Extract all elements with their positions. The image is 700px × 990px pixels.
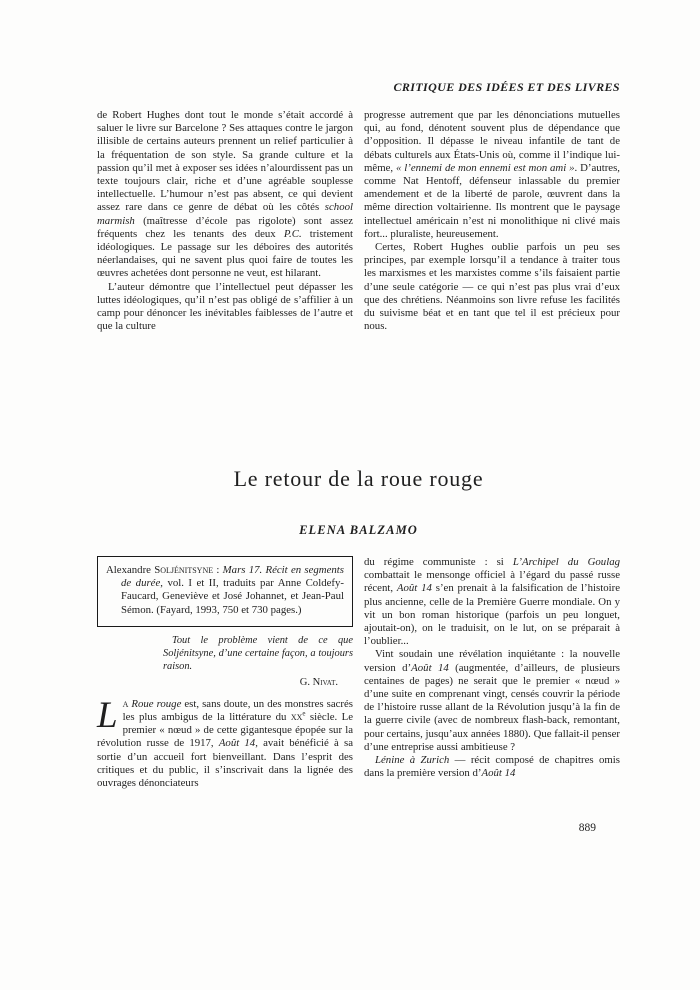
- review-section: [97, 109, 620, 333]
- running-head: CRITIQUE DES IDÉES ET DES LIVRES: [393, 80, 620, 94]
- article-lead-text: a Roue rouge est, sans doute, un des monstres sacrés les plus ambigus de la littérature du $xx^e$ siècle. Le premier « nœud » de cette gigantesque épopée sur la révolution russe de 1917, Août 14, avait bénéficié à sa sortie d’un accueil fort bienveillant. Dans l’esprit des critiques et du public, il s’inscrivait dans la lignée des ouvrages dénonciateurs: [97, 697, 354, 789]
- review-paragraph: de Robert Hughes dont tout le monde s’était accordé à saluer le livre sur Barcelone ? Ses attaques contre le jargon illisible de certains auteurs prennent un relief particulier à la fréquentation de son style. Sa grande culture et la passion qu’il met à exposer ses idées n’alourdissent pas un texte toujours clair, riche et d’une agréable souplesse intellectuelle. L’humour n’est pas absent, ce qui devient assez rare dans ce genre de débat où les côtés school marmish (maîtresse d’école pas rigolote) sont assez fréquents chez les tenants des deux P.C. tristement idéologiques. Le passage sur les déboires des autorités néerlandaises, qui ne savent plus quoi faire de toutes les œuvres achetées dont personne ne veut, est hilarant.: [97, 109, 353, 280]
- article-paragraph: Lénine à Zurich — récit composé de chapitres omis dans la première version d’Août 14: [364, 754, 620, 780]
- epigraph-text: Tout le problème vient de ce que Soljénitsyne, d’une certaine façon, a toujours raison.: [163, 634, 353, 672]
- article-section: [97, 556, 620, 790]
- review-paragraph: progresse autrement que par les dénonciations mutuelles qui, au fond, dénotent souvent plus de dépendance que d’opposition. Il dépasse le niveau infantile de tant de débats culturels aux États-Unis où, comme il l’indique lui-même, « l’ennemi de mon ennemi est mon ami ». D’autres, comme Nat Hentoff, défenseur inlassable du premier amendement et de la liberté de parole, œuvrent dans la même direction voltairienne. Ils montrent que le paysage intellectuel américain n’est ni monolithique ni clivé mais fort... pluraliste, heureusement.: [364, 109, 620, 240]
- review-paragraph: L’auteur démontre que l’intellectuel peut dépasser les luttes idéologiques, qu’il n’est pas obligé de s’affilier à un camp pour dénoncer les inévitables faiblesses de l’autre et que la culture: [97, 280, 353, 333]
- page-number: 889: [578, 822, 596, 834]
- epigraph: [163, 635, 353, 689]
- bibliography-text: Alexandre Soljénitsyne : Mars 17. Récit en segments de durée, vol. I et II, traduits par Anne Coldefy-Faucard, Geneviève et José Johannet, et Jean-Paul Sémon. (Fayard, 1993, 750 et 730 pages.): [106, 564, 344, 616]
- review-right-column: [364, 109, 620, 333]
- epigraph-attribution: G. Nivat.: [299, 676, 338, 688]
- review-paragraph: Certes, Robert Hughes oublie parfois un peu ses principes, par exemple lorsqu’il a tendance à traiter tous les marxismes et les marxistes comme s’ils faisaient partie d’une seule catégorie — ce qui n’est pas plus vrai d’eux que des chrétiens. Néanmoins son livre refuse les facilités du suivisme béat et en tant que tel il est précieux pour nous.: [364, 241, 620, 333]
- article-paragraph: Vint soudain une révélation inquiétante : la nouvelle version d’Août 14 (augmentée, d’ailleurs, de plusieurs centaines de pages) ne serait que le premier « nœud » d’une suite en comprenant vingt, censés couvrir la période de l’histoire russe allant de la Révolution jusqu’à la fin de la guerre civile (avec de nombreux flash-back, remontant, pour certains, jusqu’aux années 1880). Que fallait-il penser d’une entreprise aussi ambitieuse ?: [364, 648, 620, 753]
- article-paragraph: [97, 694, 354, 790]
- review-left-column: [97, 109, 353, 333]
- bibliography-box: [97, 556, 353, 627]
- article-right-column: [364, 556, 620, 790]
- article-left-column: [97, 556, 353, 790]
- article-author: ELENA BALZAMO: [299, 523, 418, 537]
- article-title: Le retour de la roue rouge: [233, 466, 484, 491]
- drop-cap: L: [97, 694, 118, 736]
- article-paragraph: du régime communiste : si L’Archipel du Goulag combattait le mensonge officiel à l’égard du passé russe récent, Août 14 s’en prenait à la falsification de l’histoire plus ancienne, celle de la Première Guerre mondiale. On y vit un bon roman historique (parfois un peu longuet, ajoutait-on), on le traduisit, on le lut, on se préparait à l’oublier...: [364, 556, 620, 648]
